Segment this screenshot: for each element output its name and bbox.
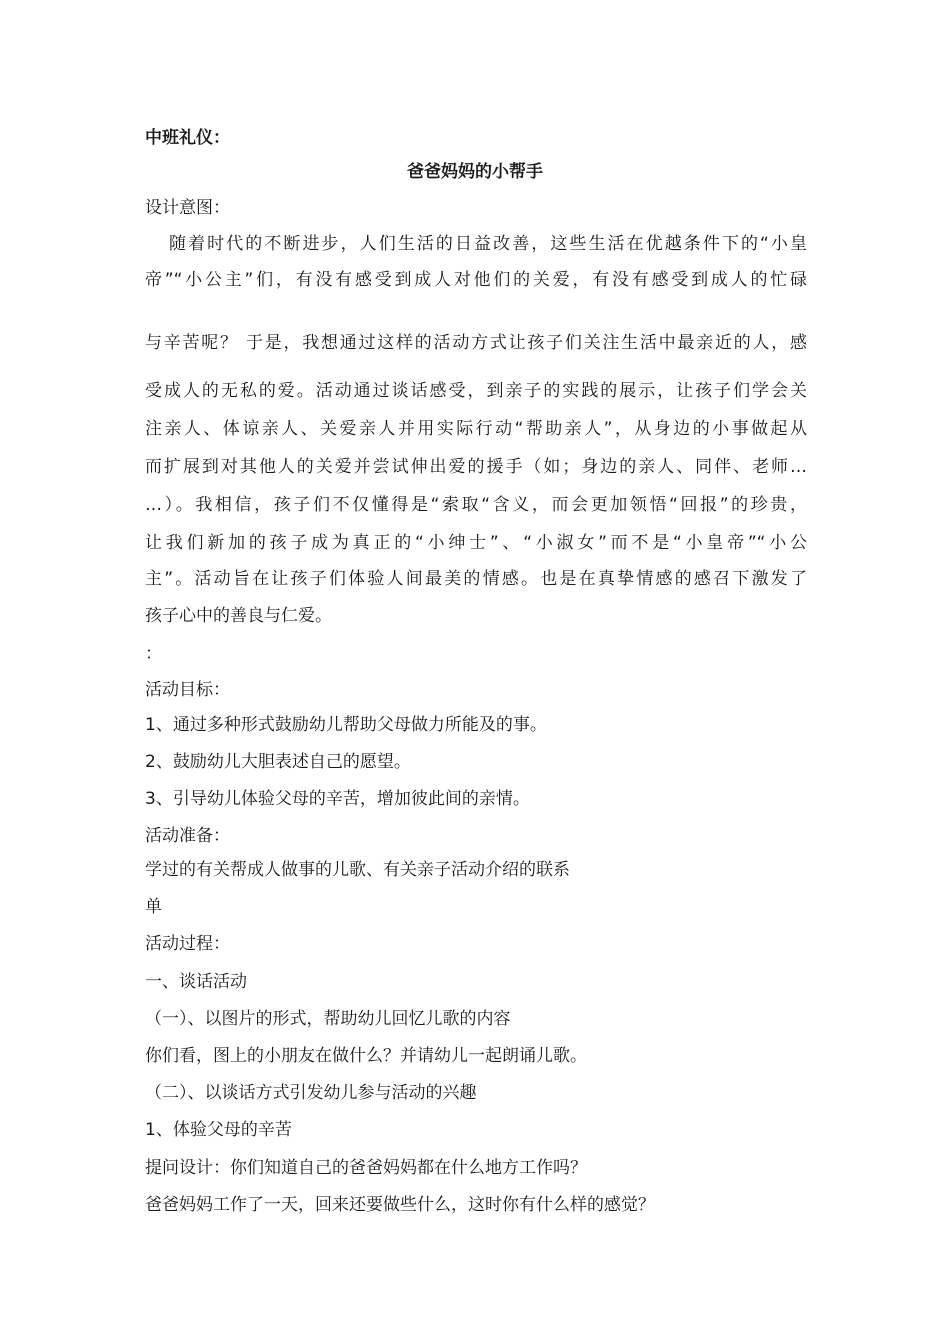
process-line: 1、体验父母的辛苦 bbox=[145, 1120, 292, 1140]
paragraph-line: 主”。活动旨在让孩子们体验人间最美的情感。也是在真挚情感的感召下激发了 bbox=[145, 569, 807, 589]
paragraph-line: 让我们新加的孩子成为真正的“小绅士”、“小淑女”而不是“小皇帝”“小公 bbox=[145, 533, 807, 553]
goal-item: 3、引导幼儿体验父母的辛苦，增加彼此间的亲情。 bbox=[145, 789, 530, 809]
section-label-process: 活动过程： bbox=[145, 934, 230, 954]
goal-item: 1、通过多种形式鼓励幼儿帮助父母做力所能及的事。 bbox=[145, 715, 547, 735]
document-title: 爸爸妈妈的小帮手 bbox=[407, 162, 543, 182]
process-line: 一、谈话活动 bbox=[145, 972, 247, 992]
paragraph-line: 受成人的无私的爱。活动通过谈话感受，到亲子的实践的展示，让孩子们学会关 bbox=[145, 381, 807, 401]
process-line: （一）、以图片的形式，帮助幼儿回忆儿歌的内容 bbox=[145, 1009, 511, 1029]
process-line: 爸爸妈妈工作了一天，回来还要做些什么，这时你有什么样的感觉？ bbox=[145, 1195, 655, 1215]
paragraph-line: 孩子心中的善良与仁爱。 bbox=[145, 606, 332, 626]
document-heading: 中班礼仪： bbox=[145, 128, 230, 148]
goal-item: 2、鼓励幼儿大胆表述自己的愿望。 bbox=[145, 752, 411, 772]
paragraph-line: 注亲人、体谅亲人、关爱亲人并用实际行动“帮助亲人”，从身边的小事做起从 bbox=[145, 419, 807, 439]
process-line: （二）、以谈话方式引发幼儿参与活动的兴趣 bbox=[145, 1083, 477, 1103]
stray-colon: ： bbox=[145, 644, 162, 664]
prep-line: 单 bbox=[145, 897, 162, 917]
paragraph-line: 帝”“小公主”们，有没有感受到成人对他们的关爱，有没有感受到成人的忙碌 bbox=[145, 270, 807, 290]
paragraph-line: 与辛苦呢？ 于是，我想通过这样的活动方式让孩子们关注生活中最亲近的人，感 bbox=[145, 333, 807, 353]
process-line: 你们看，图上的小朋友在做什么？并请幼儿一起朗诵儿歌。 bbox=[145, 1046, 587, 1066]
paragraph-line: 随着时代的不断进步，人们生活的日益改善，这些生活在优越条件下的“小皇 bbox=[169, 234, 807, 254]
section-label-design: 设计意图： bbox=[145, 198, 230, 218]
process-line: 提问设计：你们知道自己的爸爸妈妈都在什么地方工作吗？ bbox=[145, 1158, 587, 1178]
section-label-goals: 活动目标： bbox=[145, 680, 230, 700]
paragraph-line: …）。我相信，孩子们不仅懂得是“索取“含义，而会更加领悟“回报”的珍贵， bbox=[145, 495, 807, 515]
paragraph-line: 而扩展到对其他人的关爱并尝试伸出爱的援手（如；身边的亲人、同伴、老师… bbox=[145, 457, 807, 477]
section-label-prep: 活动准备： bbox=[145, 826, 230, 846]
prep-line: 学过的有关帮成人做事的儿歌、有关亲子活动介绍的联系 bbox=[145, 860, 570, 880]
